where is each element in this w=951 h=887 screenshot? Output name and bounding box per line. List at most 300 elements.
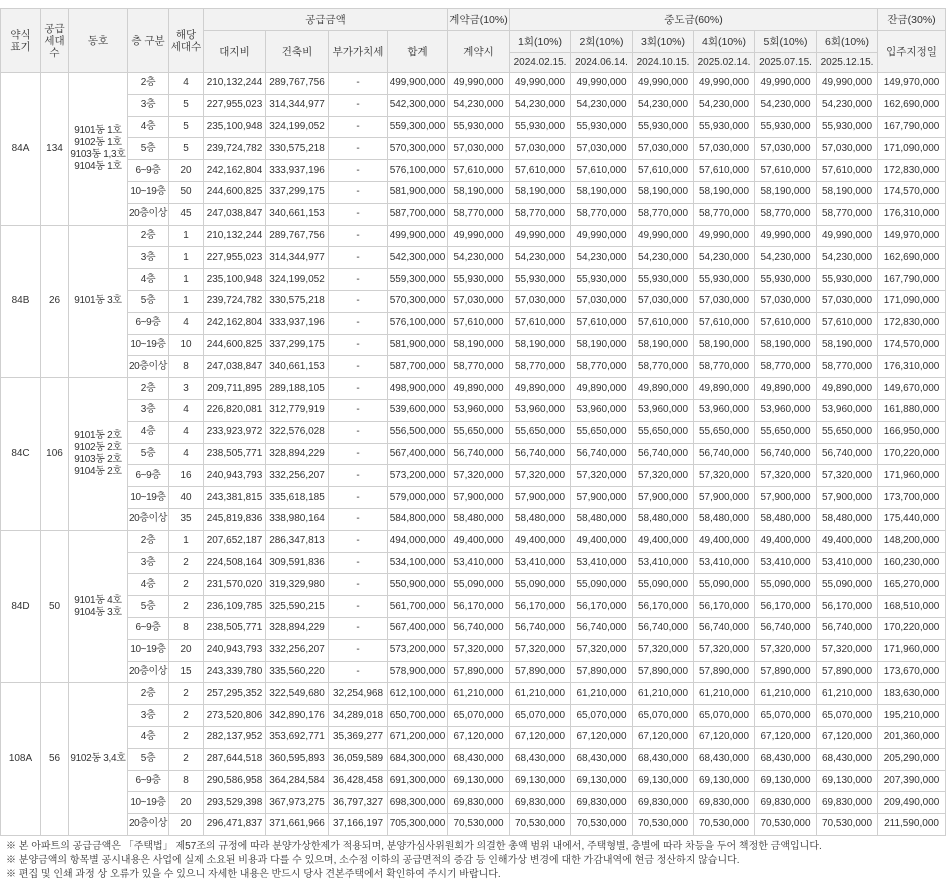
deposit-cell: 49,400,000: [448, 530, 510, 552]
middle-payment-cell: 69,830,000: [817, 792, 878, 814]
balance-cell: 195,210,000: [878, 705, 946, 727]
deposit-cell: 67,120,000: [448, 726, 510, 748]
middle-payment-cell: 55,930,000: [817, 116, 878, 138]
balance-cell: 170,220,000: [878, 443, 946, 465]
land-cost-cell: 235,100,948: [204, 116, 266, 138]
table-row: [1, 378, 946, 400]
middle-payment-cell: 58,480,000: [817, 508, 878, 530]
total-cell: 579,000,000: [388, 487, 448, 509]
balance-cell: 205,290,000: [878, 748, 946, 770]
middle-payment-cell: 55,930,000: [571, 269, 633, 291]
vat-cell: -: [329, 312, 388, 334]
building-cost-cell: 314,344,977: [266, 94, 329, 116]
land-cost-cell: 239,724,782: [204, 290, 266, 312]
total-cell: 705,300,000: [388, 814, 448, 836]
deposit-cell: 49,990,000: [448, 73, 510, 95]
middle-payment-cell: 58,770,000: [633, 356, 694, 378]
building-cost-cell: 286,347,813: [266, 530, 329, 552]
middle-payment-cell: 54,230,000: [571, 94, 633, 116]
table-row: [1, 726, 946, 748]
middle-payment-cell: 56,740,000: [633, 443, 694, 465]
header-supply-amount: 공급금액: [204, 9, 448, 31]
header-middle-round-date: 2024.02.15.: [510, 53, 571, 73]
middle-payment-cell: 65,070,000: [633, 705, 694, 727]
supply-units-cell: 56: [41, 683, 69, 836]
middle-payment-cell: 57,890,000: [510, 661, 571, 683]
floor-cell: 5층: [128, 443, 169, 465]
vat-cell: 36,428,458: [329, 770, 388, 792]
units-cell: 4: [169, 399, 204, 421]
middle-payment-cell: 57,890,000: [694, 661, 755, 683]
middle-payment-cell: 58,190,000: [755, 334, 817, 356]
middle-payment-cell: 58,190,000: [694, 334, 755, 356]
middle-payment-cell: 54,230,000: [817, 94, 878, 116]
middle-payment-cell: 57,320,000: [694, 465, 755, 487]
middle-payment-cell: 57,610,000: [510, 160, 571, 182]
middle-payment-cell: 58,480,000: [694, 508, 755, 530]
building-cost-cell: 371,661,966: [266, 814, 329, 836]
middle-payment-cell: 58,190,000: [633, 181, 694, 203]
floor-cell: 2층: [128, 378, 169, 400]
middle-payment-cell: 61,210,000: [571, 683, 633, 705]
middle-payment-cell: 57,890,000: [571, 661, 633, 683]
balance-cell: 160,230,000: [878, 552, 946, 574]
middle-payment-cell: 69,830,000: [755, 792, 817, 814]
deposit-cell: 53,410,000: [448, 552, 510, 574]
middle-payment-cell: 56,740,000: [817, 443, 878, 465]
balance-cell: 201,360,000: [878, 726, 946, 748]
middle-payment-cell: 57,610,000: [817, 160, 878, 182]
land-cost-cell: 240,943,793: [204, 465, 266, 487]
middle-payment-cell: 55,090,000: [694, 574, 755, 596]
total-cell: 498,900,000: [388, 378, 448, 400]
deposit-cell: 56,170,000: [448, 596, 510, 618]
vat-cell: -: [329, 94, 388, 116]
total-cell: 684,300,000: [388, 748, 448, 770]
table-row: [1, 312, 946, 334]
middle-payment-cell: 53,410,000: [694, 552, 755, 574]
total-cell: 612,100,000: [388, 683, 448, 705]
middle-payment-cell: 57,900,000: [694, 487, 755, 509]
middle-payment-cell: 55,930,000: [510, 116, 571, 138]
balance-cell: 172,830,000: [878, 160, 946, 182]
balance-cell: 175,440,000: [878, 508, 946, 530]
middle-payment-cell: 54,230,000: [571, 247, 633, 269]
middle-payment-cell: 57,610,000: [633, 312, 694, 334]
balance-cell: 211,590,000: [878, 814, 946, 836]
middle-payment-cell: 56,740,000: [694, 617, 755, 639]
building-cost-cell: 332,256,207: [266, 465, 329, 487]
middle-payment-cell: 69,130,000: [571, 770, 633, 792]
middle-payment-cell: 57,610,000: [571, 160, 633, 182]
building-cost-cell: 367,973,275: [266, 792, 329, 814]
header-building-cost: 건축비: [266, 31, 329, 73]
table-row: [1, 94, 946, 116]
floor-cell: 10~19층: [128, 639, 169, 661]
footnote: ※ 본 아파트의 공급금액은 「주택법」 제57조의 규정에 따라 분양가상한제가 적용되며, 분양가심사위원회가 의결한 총액 범위 내에서, 주택형별, 층별에 따라 차등을 두어 책정한 금액입니다.: [6, 840, 822, 852]
middle-payment-cell: 58,190,000: [510, 181, 571, 203]
header-middle-round: 6회(10%): [817, 31, 878, 53]
table-row: [1, 748, 946, 770]
middle-payment-cell: 56,740,000: [755, 443, 817, 465]
floor-cell: 3층: [128, 705, 169, 727]
middle-payment-cell: 55,930,000: [694, 116, 755, 138]
building-cost-cell: 322,549,680: [266, 683, 329, 705]
floor-cell: 6~9층: [128, 770, 169, 792]
balance-cell: 172,830,000: [878, 312, 946, 334]
supply-units-cell: 106: [41, 378, 69, 531]
header-supply-units: 공급 세대수: [41, 9, 69, 73]
middle-payment-cell: 69,130,000: [633, 770, 694, 792]
middle-payment-cell: 55,650,000: [817, 421, 878, 443]
middle-payment-cell: 70,530,000: [817, 814, 878, 836]
middle-payment-cell: 58,190,000: [633, 334, 694, 356]
total-cell: 587,700,000: [388, 203, 448, 225]
header-units: 해당 세대수: [169, 9, 204, 73]
building-cost-cell: 338,980,164: [266, 508, 329, 530]
total-cell: 567,400,000: [388, 443, 448, 465]
middle-payment-cell: 55,090,000: [817, 574, 878, 596]
middle-payment-cell: 54,230,000: [694, 247, 755, 269]
middle-payment-cell: 61,210,000: [755, 683, 817, 705]
header-balance-timing: 입주지정일: [878, 31, 946, 73]
units-cell: 45: [169, 203, 204, 225]
header-middle-round-date: 2025.02.14.: [694, 53, 755, 73]
balance-cell: 149,970,000: [878, 73, 946, 95]
vat-cell: -: [329, 290, 388, 312]
middle-payment-cell: 58,190,000: [817, 334, 878, 356]
header-total: 합계: [388, 31, 448, 73]
units-cell: 2: [169, 748, 204, 770]
middle-payment-cell: 57,320,000: [817, 639, 878, 661]
middle-payment-cell: 54,230,000: [755, 247, 817, 269]
floor-cell: 10~19층: [128, 181, 169, 203]
table-row: [1, 334, 946, 356]
floor-cell: 6~9층: [128, 617, 169, 639]
building-cost-cell: 340,661,153: [266, 203, 329, 225]
middle-payment-cell: 53,960,000: [571, 399, 633, 421]
middle-payment-cell: 57,890,000: [633, 661, 694, 683]
deposit-cell: 70,530,000: [448, 814, 510, 836]
deposit-cell: 54,230,000: [448, 247, 510, 269]
footnotes: [0, 840, 941, 882]
balance-cell: 149,670,000: [878, 378, 946, 400]
balance-cell: 168,510,000: [878, 596, 946, 618]
balance-cell: 173,670,000: [878, 661, 946, 683]
middle-payment-cell: 56,170,000: [817, 596, 878, 618]
middle-payment-cell: 49,990,000: [571, 73, 633, 95]
total-cell: 581,900,000: [388, 181, 448, 203]
middle-payment-cell: 54,230,000: [817, 247, 878, 269]
land-cost-cell: 239,724,782: [204, 138, 266, 160]
total-cell: 499,900,000: [388, 225, 448, 247]
building-cost-cell: 319,329,980: [266, 574, 329, 596]
middle-payment-cell: 57,610,000: [694, 160, 755, 182]
price-table: [0, 8, 946, 836]
header-type: 약식 표기: [1, 9, 41, 73]
middle-payment-cell: 69,830,000: [633, 792, 694, 814]
middle-payment-cell: 55,930,000: [633, 116, 694, 138]
total-cell: 584,800,000: [388, 508, 448, 530]
middle-payment-cell: 53,410,000: [633, 552, 694, 574]
deposit-cell: 56,740,000: [448, 617, 510, 639]
middle-payment-cell: 61,210,000: [633, 683, 694, 705]
middle-payment-cell: 55,930,000: [755, 269, 817, 291]
middle-payment-cell: 49,400,000: [633, 530, 694, 552]
middle-payment-cell: 55,930,000: [571, 116, 633, 138]
type-cell: 84B: [1, 225, 41, 378]
middle-payment-cell: 68,430,000: [510, 748, 571, 770]
land-cost-cell: 209,711,895: [204, 378, 266, 400]
balance-cell: 162,690,000: [878, 247, 946, 269]
middle-payment-cell: 58,770,000: [510, 203, 571, 225]
middle-payment-cell: 54,230,000: [755, 94, 817, 116]
dong-ho-cell: 9101동 1호 9102동 1호 9103동 1,3호 9104동 1호: [69, 73, 128, 226]
dong-ho-cell: 9101동 2호 9102동 2호 9103동 2호 9104동 2호: [69, 378, 128, 531]
header-middle-round: 1회(10%): [510, 31, 571, 53]
table-row: [1, 73, 946, 95]
middle-payment-cell: 57,610,000: [510, 312, 571, 334]
middle-payment-cell: 58,190,000: [755, 181, 817, 203]
deposit-cell: 57,320,000: [448, 465, 510, 487]
units-cell: 20: [169, 639, 204, 661]
building-cost-cell: 337,299,175: [266, 334, 329, 356]
total-cell: 559,300,000: [388, 269, 448, 291]
total-cell: 576,100,000: [388, 312, 448, 334]
middle-payment-cell: 57,030,000: [755, 290, 817, 312]
middle-payment-cell: 61,210,000: [817, 683, 878, 705]
vat-cell: -: [329, 203, 388, 225]
building-cost-cell: 312,779,919: [266, 399, 329, 421]
vat-cell: 36,059,589: [329, 748, 388, 770]
header-balance: 잔금(30%): [878, 9, 946, 31]
building-cost-cell: 360,595,893: [266, 748, 329, 770]
price-table-body: [1, 73, 946, 836]
middle-payment-cell: 49,990,000: [633, 73, 694, 95]
middle-payment-cell: 56,740,000: [694, 443, 755, 465]
floor-cell: 3층: [128, 247, 169, 269]
building-cost-cell: 333,937,196: [266, 312, 329, 334]
units-cell: 10: [169, 334, 204, 356]
vat-cell: -: [329, 356, 388, 378]
middle-payment-cell: 58,770,000: [694, 203, 755, 225]
land-cost-cell: 238,505,771: [204, 443, 266, 465]
middle-payment-cell: 57,610,000: [755, 160, 817, 182]
total-cell: 494,000,000: [388, 530, 448, 552]
middle-payment-cell: 55,650,000: [694, 421, 755, 443]
vat-cell: -: [329, 334, 388, 356]
header-dong-ho: 동호: [69, 9, 128, 73]
land-cost-cell: 257,295,352: [204, 683, 266, 705]
middle-payment-cell: 56,170,000: [510, 596, 571, 618]
middle-payment-cell: 57,890,000: [817, 661, 878, 683]
middle-payment-cell: 57,320,000: [571, 639, 633, 661]
middle-payment-cell: 67,120,000: [694, 726, 755, 748]
deposit-cell: 58,770,000: [448, 203, 510, 225]
land-cost-cell: 210,132,244: [204, 73, 266, 95]
middle-payment-cell: 69,130,000: [817, 770, 878, 792]
table-row: [1, 596, 946, 618]
middle-payment-cell: 57,030,000: [571, 138, 633, 160]
middle-payment-cell: 57,900,000: [633, 487, 694, 509]
middle-payment-cell: 57,320,000: [633, 639, 694, 661]
units-cell: 2: [169, 596, 204, 618]
total-cell: 559,300,000: [388, 116, 448, 138]
balance-cell: 173,700,000: [878, 487, 946, 509]
total-cell: 556,500,000: [388, 421, 448, 443]
table-row: [1, 639, 946, 661]
middle-payment-cell: 57,610,000: [571, 312, 633, 334]
total-cell: 573,200,000: [388, 465, 448, 487]
units-cell: 1: [169, 290, 204, 312]
middle-payment-cell: 58,770,000: [571, 203, 633, 225]
building-cost-cell: 333,937,196: [266, 160, 329, 182]
supply-units-cell: 50: [41, 530, 69, 683]
deposit-cell: 57,900,000: [448, 487, 510, 509]
vat-cell: 35,369,277: [329, 726, 388, 748]
header-deposit: 계약금(10%): [448, 9, 510, 31]
building-cost-cell: 342,890,176: [266, 705, 329, 727]
units-cell: 2: [169, 726, 204, 748]
middle-payment-cell: 58,770,000: [694, 356, 755, 378]
table-row: [1, 705, 946, 727]
units-cell: 4: [169, 312, 204, 334]
table-row: [1, 487, 946, 509]
middle-payment-cell: 67,120,000: [755, 726, 817, 748]
middle-payment-cell: 58,480,000: [510, 508, 571, 530]
middle-payment-cell: 57,900,000: [571, 487, 633, 509]
balance-cell: 149,970,000: [878, 225, 946, 247]
middle-payment-cell: 70,530,000: [571, 814, 633, 836]
middle-payment-cell: 58,190,000: [694, 181, 755, 203]
middle-payment-cell: 49,990,000: [571, 225, 633, 247]
deposit-cell: 56,740,000: [448, 443, 510, 465]
deposit-cell: 58,190,000: [448, 334, 510, 356]
header-middle-round-date: 2024.10.15.: [633, 53, 694, 73]
balance-cell: 167,790,000: [878, 269, 946, 291]
deposit-cell: 61,210,000: [448, 683, 510, 705]
vat-cell: -: [329, 225, 388, 247]
middle-payment-cell: 49,990,000: [633, 225, 694, 247]
building-cost-cell: 289,188,105: [266, 378, 329, 400]
header-middle-round: 4회(10%): [694, 31, 755, 53]
table-row: [1, 683, 946, 705]
table-row: [1, 443, 946, 465]
dong-ho-cell: 9101동 3호: [69, 225, 128, 378]
middle-payment-cell: 49,400,000: [817, 530, 878, 552]
middle-payment-cell: 49,990,000: [694, 225, 755, 247]
table-row: [1, 508, 946, 530]
vat-cell: -: [329, 160, 388, 182]
middle-payment-cell: 55,650,000: [633, 421, 694, 443]
middle-payment-cell: 49,990,000: [817, 73, 878, 95]
middle-payment-cell: 65,070,000: [817, 705, 878, 727]
middle-payment-cell: 58,190,000: [510, 334, 571, 356]
total-cell: 542,300,000: [388, 94, 448, 116]
middle-payment-cell: 49,990,000: [755, 73, 817, 95]
middle-payment-cell: 58,770,000: [510, 356, 571, 378]
land-cost-cell: 226,820,081: [204, 399, 266, 421]
floor-cell: 2층: [128, 225, 169, 247]
units-cell: 20: [169, 160, 204, 182]
total-cell: 567,400,000: [388, 617, 448, 639]
building-cost-cell: 289,767,756: [266, 225, 329, 247]
dong-ho-cell: 9101동 4호 9104동 3호: [69, 530, 128, 683]
middle-payment-cell: 53,960,000: [755, 399, 817, 421]
vat-cell: 32,254,968: [329, 683, 388, 705]
building-cost-cell: 328,894,229: [266, 443, 329, 465]
middle-payment-cell: 49,890,000: [694, 378, 755, 400]
header-middle-round: 5회(10%): [755, 31, 817, 53]
middle-payment-cell: 57,900,000: [755, 487, 817, 509]
vat-cell: -: [329, 138, 388, 160]
middle-payment-cell: 65,070,000: [755, 705, 817, 727]
floor-cell: 20층이상: [128, 814, 169, 836]
middle-payment-cell: 57,890,000: [755, 661, 817, 683]
middle-payment-cell: 69,830,000: [694, 792, 755, 814]
building-cost-cell: 325,590,215: [266, 596, 329, 618]
units-cell: 8: [169, 617, 204, 639]
balance-cell: 148,200,000: [878, 530, 946, 552]
building-cost-cell: 364,284,584: [266, 770, 329, 792]
middle-payment-cell: 58,190,000: [817, 181, 878, 203]
dong-ho-cell: 9102동 3,4호: [69, 683, 128, 836]
middle-payment-cell: 49,990,000: [510, 73, 571, 95]
deposit-cell: 49,890,000: [448, 378, 510, 400]
total-cell: 570,300,000: [388, 138, 448, 160]
table-row: [1, 203, 946, 225]
middle-payment-cell: 57,030,000: [510, 138, 571, 160]
footnote: ※ 편집 및 인쇄 과정 상 오류가 있을 수 있으니 자세한 내용은 반드시 당사 견본주택에서 확인하여 주시기 바랍니다.: [6, 868, 501, 880]
table-row: [1, 247, 946, 269]
middle-payment-cell: 67,120,000: [510, 726, 571, 748]
deposit-cell: 69,830,000: [448, 792, 510, 814]
middle-payment-cell: 58,480,000: [633, 508, 694, 530]
middle-payment-cell: 57,030,000: [571, 290, 633, 312]
middle-payment-cell: 57,030,000: [694, 138, 755, 160]
floor-cell: 2층: [128, 73, 169, 95]
floor-cell: 4층: [128, 421, 169, 443]
land-cost-cell: 242,162,804: [204, 160, 266, 182]
middle-payment-cell: 58,190,000: [571, 334, 633, 356]
total-cell: 691,300,000: [388, 770, 448, 792]
land-cost-cell: 244,600,825: [204, 334, 266, 356]
table-row: [1, 399, 946, 421]
balance-cell: 161,880,000: [878, 399, 946, 421]
middle-payment-cell: 53,960,000: [633, 399, 694, 421]
land-cost-cell: 207,652,187: [204, 530, 266, 552]
table-row: [1, 116, 946, 138]
land-cost-cell: 240,943,793: [204, 639, 266, 661]
total-cell: 534,100,000: [388, 552, 448, 574]
units-cell: 15: [169, 661, 204, 683]
table-row: [1, 465, 946, 487]
header-middle-round: 2회(10%): [571, 31, 633, 53]
land-cost-cell: 293,529,398: [204, 792, 266, 814]
land-cost-cell: 236,109,785: [204, 596, 266, 618]
middle-payment-cell: 68,430,000: [755, 748, 817, 770]
middle-payment-cell: 49,400,000: [510, 530, 571, 552]
middle-payment-cell: 53,960,000: [817, 399, 878, 421]
middle-payment-cell: 57,900,000: [817, 487, 878, 509]
vat-cell: -: [329, 508, 388, 530]
middle-payment-cell: 49,990,000: [510, 225, 571, 247]
type-cell: 84A: [1, 73, 41, 226]
table-row: [1, 770, 946, 792]
vat-cell: -: [329, 116, 388, 138]
middle-payment-cell: 67,120,000: [817, 726, 878, 748]
floor-cell: 3층: [128, 94, 169, 116]
